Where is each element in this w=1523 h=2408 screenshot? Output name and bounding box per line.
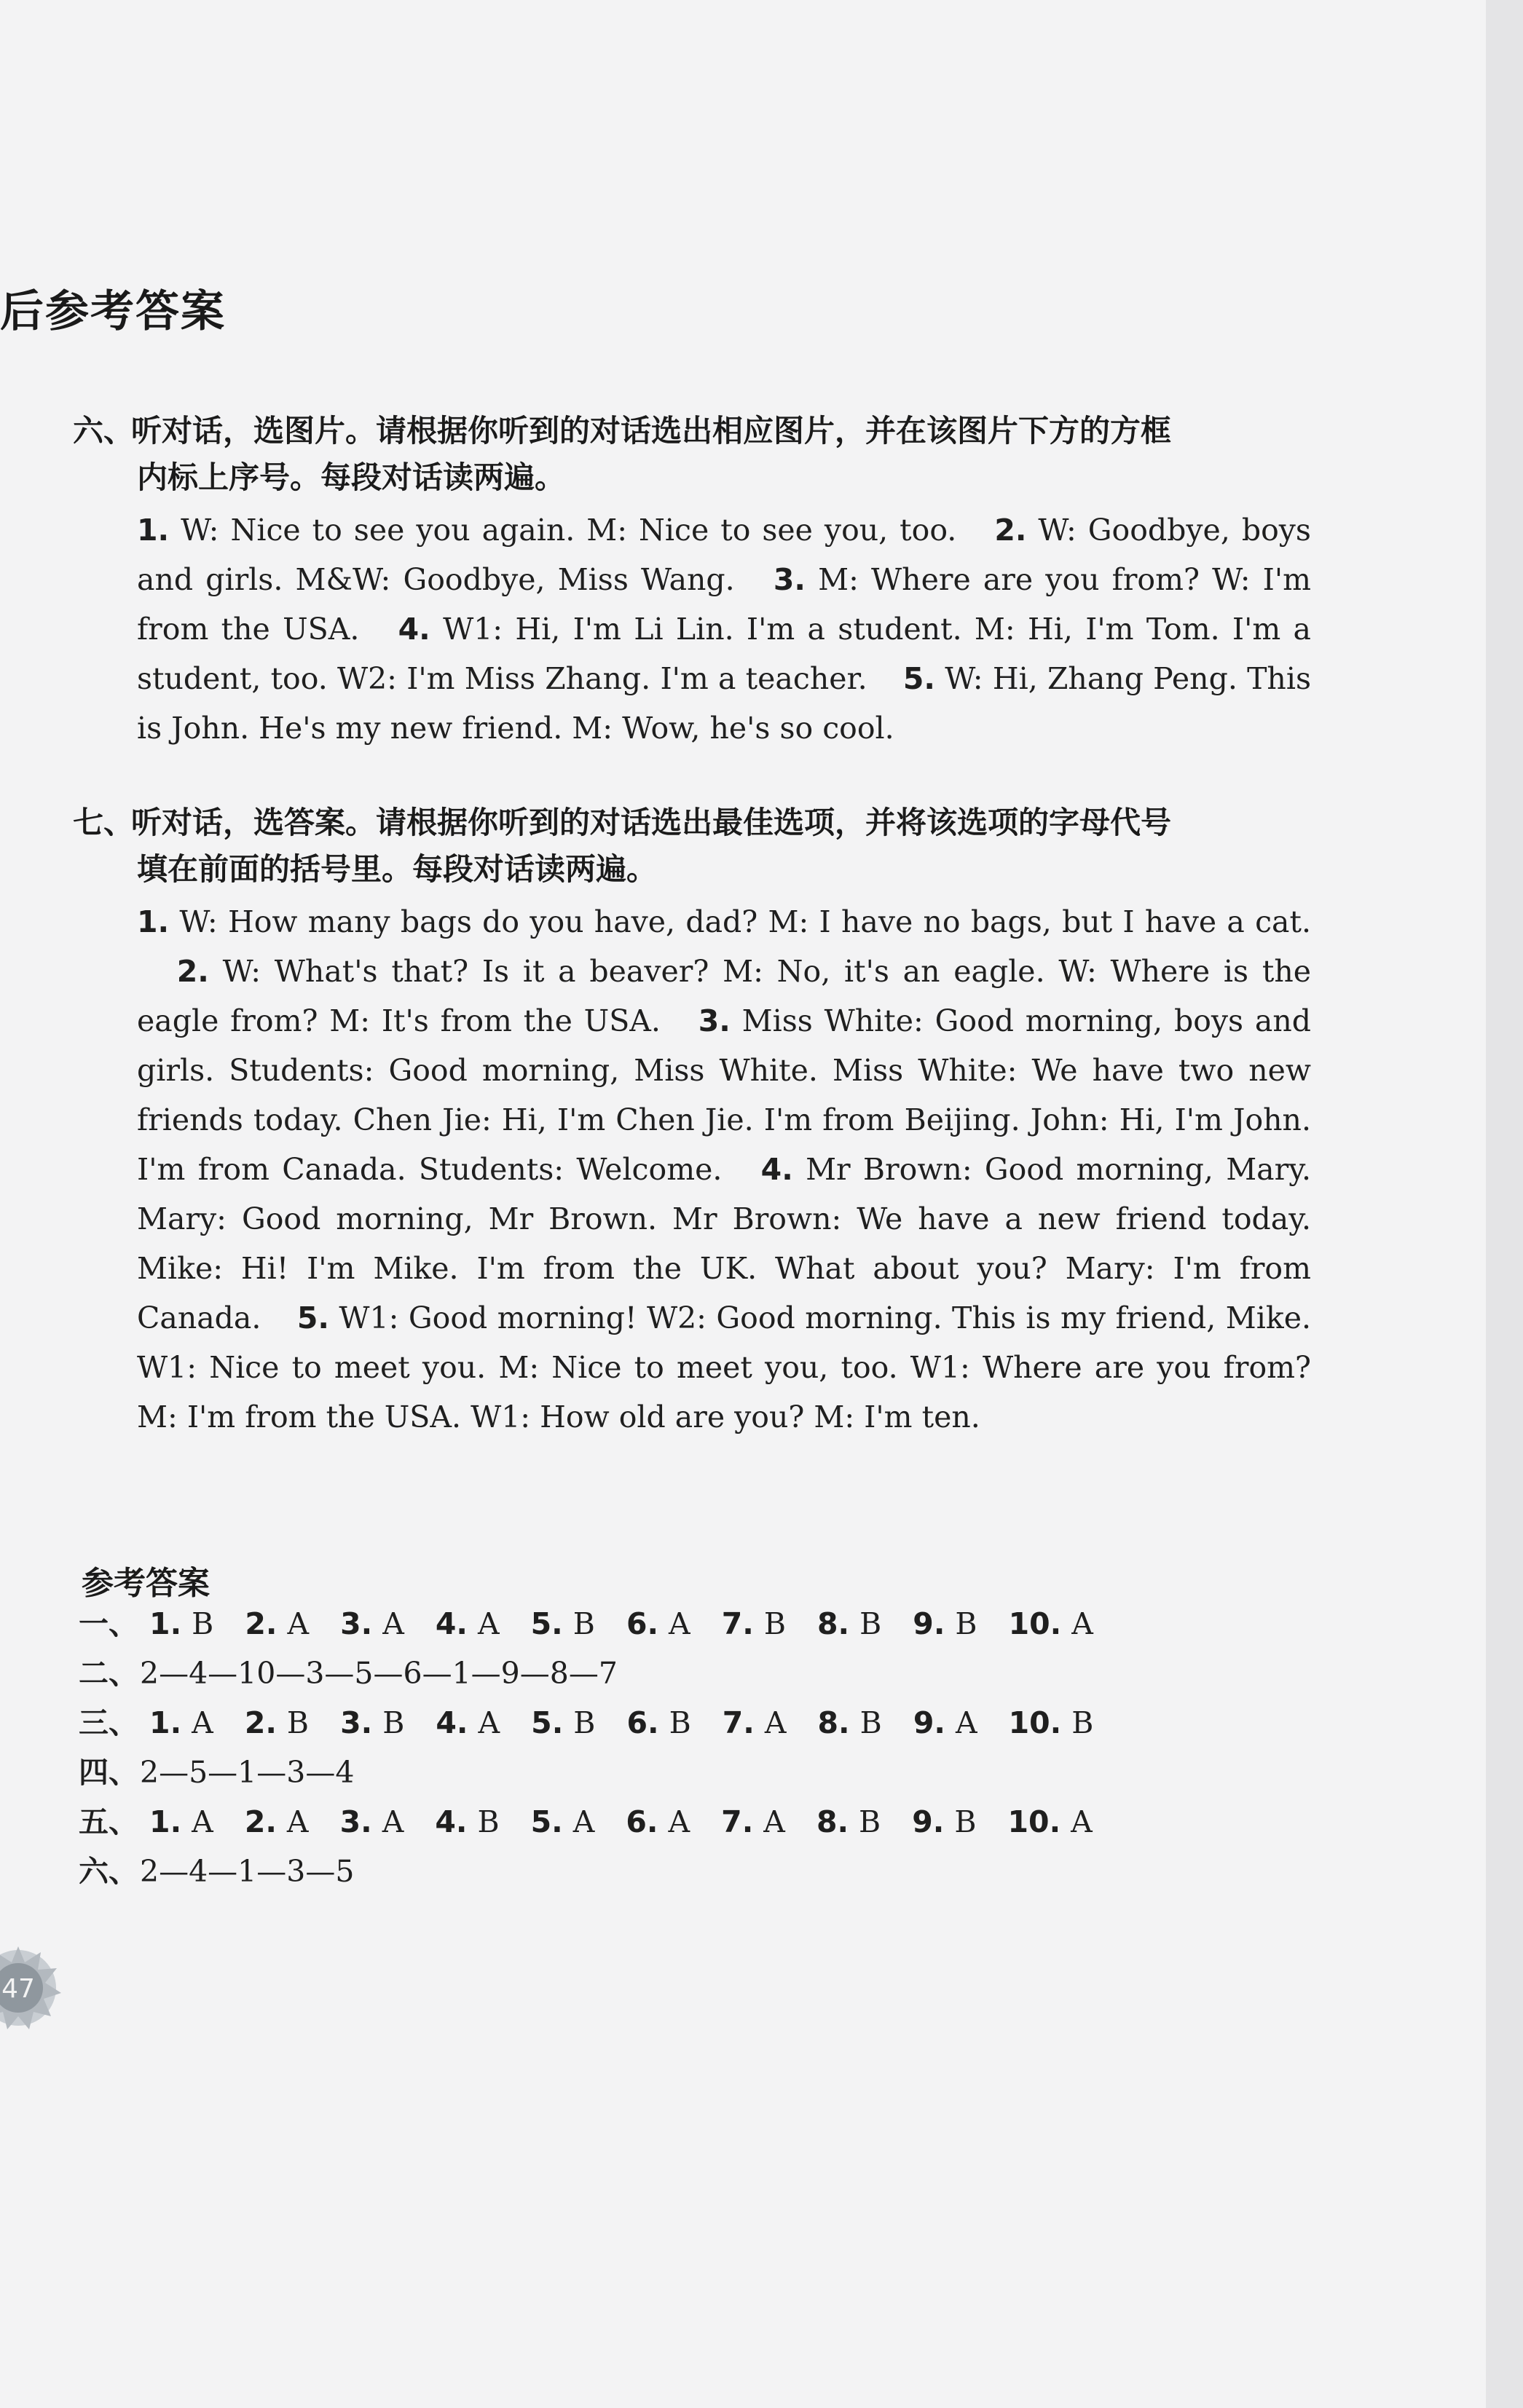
section-7-transcript <box>73 897 1311 1442</box>
section-6-title <box>73 408 1311 501</box>
section-7-title <box>73 800 1311 893</box>
answer-row-label: 三、 <box>79 1705 138 1740</box>
answer-num: 1. <box>149 1804 182 1839</box>
answer-item <box>245 1599 309 1649</box>
item-text: Miss White: Good morning, boys and girls. Students: Good morning, Miss White. Miss White: We have two new friends today. Chen Jie: Hi, I'm Chen Jie. I'm from Beijing. John: Hi, I'm John. I'm from Canada. Students: Welcome. <box>137 1003 1311 1187</box>
answer-letter: B <box>859 1804 881 1839</box>
answer-num: 8. <box>816 1804 849 1839</box>
answer-key <box>79 1599 1244 1896</box>
answer-item <box>816 1797 881 1847</box>
answer-num: 7. <box>721 1804 754 1839</box>
answer-sequence: 2—4—10—3—5—6—1—9—8—7 <box>140 1656 618 1691</box>
answer-letter: B <box>1071 1705 1094 1740</box>
section-6-title-line1: 听对话，选图片。请根据你听到的对话选出相应图片，并在该图片下方的方框 <box>131 413 1172 449</box>
answer-item <box>817 1599 881 1649</box>
answer-letter: B <box>477 1804 500 1839</box>
answer-letter: B <box>763 1606 786 1641</box>
page-number: 47 <box>1 1974 35 2004</box>
item-text: W: Nice to see you again. M: Nice to see you, too. <box>181 513 957 548</box>
answer-item <box>340 1698 404 1748</box>
section-7-title-line2: 填在前面的括号里。每段对话读两遍。 <box>137 851 658 887</box>
answer-row-3 <box>79 1698 1244 1748</box>
item-text: W: What's that? Is it a beaver? M: No, it's an eagle. W: Where is the eagle from? M: It's from the USA. <box>137 954 1311 1038</box>
section-6-number: 六、 <box>73 413 135 449</box>
answer-num: 6. <box>626 1804 658 1839</box>
answer-num: 2. <box>245 1606 278 1641</box>
section-7-number: 七、 <box>73 805 135 840</box>
answer-item <box>149 1698 213 1748</box>
answer-item <box>436 1698 500 1748</box>
answer-num: 2. <box>244 1705 277 1740</box>
answer-item <box>436 1599 500 1649</box>
item-text: Mr Brown: Good morning, Mary. Mary: Good morning, Mr Brown. Mr Brown: We have a new friend today. Mike: Hi! I'm Mike. I'm from the UK. What about you? Mary: I'm from Canada. <box>137 1152 1311 1335</box>
answer-row-1 <box>79 1599 1244 1649</box>
item-text: W: How many bags do you have, dad? M: I have no bags, but I have a cat. <box>179 904 1311 939</box>
item-number: 1. <box>137 513 170 548</box>
item-text: W: Hi, Zhang Peng. This is John. He's my new friend. M: Wow, he's so cool. <box>137 661 1311 746</box>
answer-letter: A <box>572 1804 595 1839</box>
answer-row-label: 五、 <box>79 1804 138 1839</box>
answer-letter: B <box>954 1804 977 1839</box>
answer-num: 6. <box>626 1705 659 1740</box>
answer-letter: A <box>477 1606 500 1641</box>
answer-num: 9. <box>912 1804 945 1839</box>
answer-letter: A <box>192 1804 213 1839</box>
answer-num: 6. <box>626 1606 659 1641</box>
answer-num: 10. <box>1007 1804 1061 1839</box>
answer-letter: A <box>668 1804 690 1839</box>
answer-letter: B <box>573 1705 596 1740</box>
answer-num: 7. <box>722 1705 755 1740</box>
answer-letter: B <box>955 1606 977 1641</box>
item-number: 4. <box>398 612 430 647</box>
answers-title: 参考答案 <box>82 1565 210 1602</box>
answer-num: 1. <box>149 1705 182 1740</box>
answer-item <box>1009 1698 1094 1748</box>
answer-item <box>723 1698 787 1748</box>
answer-num: 8. <box>817 1705 850 1740</box>
item-text: W1: Hi, I'm Li Lin. I'm a student. M: Hi, I'm Tom. I'm a student, too. W2: I'm Miss Zhang. I'm a teacher. <box>137 612 1311 696</box>
item-number: 5. <box>296 1300 329 1335</box>
answer-num: 4. <box>435 1804 468 1839</box>
answer-row-label: 四、 <box>79 1755 138 1790</box>
answer-letter: A <box>382 1606 404 1641</box>
answer-num: 3. <box>339 1804 372 1839</box>
answer-letter: A <box>287 1606 310 1641</box>
item-number: 2. <box>994 513 1027 548</box>
item-number: 1. <box>137 904 170 939</box>
answer-item <box>245 1698 309 1748</box>
page-heading: 后参考答案 <box>0 286 226 337</box>
answer-row-label: 二、 <box>79 1656 138 1691</box>
answer-item <box>531 1599 595 1649</box>
answer-num: 4. <box>436 1705 468 1740</box>
answer-letter: B <box>669 1705 691 1740</box>
answer-num: 5. <box>531 1705 564 1740</box>
item-number: 5. <box>902 661 935 696</box>
answer-letter: B <box>859 1606 882 1641</box>
section-6-transcript <box>73 505 1311 753</box>
answer-letter: A <box>478 1705 500 1740</box>
answer-item <box>340 1797 404 1847</box>
answer-num: 1. <box>149 1606 182 1641</box>
answer-row-label: 六、 <box>79 1854 138 1889</box>
answer-row-6 <box>79 1847 1244 1896</box>
answer-letter: A <box>669 1606 690 1641</box>
answer-item <box>435 1797 499 1847</box>
section-7-title-line1: 听对话，选答案。请根据你听到的对话选出最佳选项，并将该选项的字母代号 <box>131 805 1172 840</box>
answer-item <box>818 1698 882 1748</box>
answer-letter: B <box>859 1705 882 1740</box>
answer-row-2 <box>79 1649 1244 1698</box>
answer-item <box>626 1698 690 1748</box>
answer-item <box>149 1797 213 1847</box>
page-edge <box>1486 0 1523 2408</box>
answer-item <box>912 1797 976 1847</box>
answer-num: 7. <box>721 1606 754 1641</box>
answer-item <box>1008 1797 1093 1847</box>
answer-letter: B <box>382 1705 405 1740</box>
item-text: W1: Good morning! W2: Good morning. This is my friend, Mike. W1: Nice to meet you. M: Nice to meet you, too. W1: Where are you from? M: I'm from the USA. W1: How old are you? M: I'm ten. <box>137 1300 1311 1434</box>
answer-row-4 <box>79 1748 1244 1797</box>
answer-item <box>722 1599 786 1649</box>
answer-item <box>913 1599 977 1649</box>
answer-sequence: 2—5—1—3—4 <box>140 1755 355 1790</box>
answer-num: 4. <box>435 1606 468 1641</box>
section-6-title-line2: 内标上序号。每段对话读两遍。 <box>137 459 566 495</box>
answer-letter: B <box>192 1606 214 1641</box>
answer-letter: B <box>572 1606 595 1641</box>
answer-item <box>531 1797 595 1847</box>
answer-letter: A <box>764 1705 787 1740</box>
answer-item <box>913 1698 977 1748</box>
answer-row-5 <box>79 1797 1244 1847</box>
item-text: M: Where are you from? W: I'm from the USA. <box>137 562 1311 647</box>
answer-item <box>149 1599 213 1649</box>
page-number-badge <box>0 1941 66 2035</box>
item-number: 3. <box>698 1003 731 1038</box>
answer-item <box>721 1797 785 1847</box>
answer-num: 5. <box>530 1606 563 1641</box>
answer-row-label: 一、 <box>79 1606 138 1641</box>
answer-num: 3. <box>340 1705 373 1740</box>
answer-item <box>245 1797 309 1847</box>
section-7 <box>73 800 1311 1442</box>
answer-letter: A <box>192 1705 213 1740</box>
answer-item <box>531 1698 595 1748</box>
answer-num: 3. <box>340 1606 373 1641</box>
answer-item <box>340 1599 404 1649</box>
answer-num: 8. <box>817 1606 850 1641</box>
answer-letter: A <box>955 1705 977 1740</box>
answer-sequence: 2—4—1—3—5 <box>140 1854 355 1889</box>
answer-letter: A <box>286 1804 309 1839</box>
section-6 <box>73 408 1311 753</box>
answer-letter: A <box>763 1804 785 1839</box>
answer-num: 9. <box>913 1705 945 1740</box>
answer-letter: B <box>286 1705 310 1740</box>
item-number: 4. <box>760 1152 793 1187</box>
answer-letter: A <box>382 1804 404 1839</box>
answer-num: 5. <box>530 1804 563 1839</box>
answer-letter: A <box>1071 1606 1093 1641</box>
answer-num: 2. <box>244 1804 277 1839</box>
answer-letter: A <box>1071 1804 1093 1839</box>
item-number: 3. <box>773 562 806 597</box>
answer-num: 9. <box>913 1606 945 1641</box>
answer-item <box>626 1599 690 1649</box>
item-text: W: Goodbye, boys and girls. M&W: Goodbye, Miss Wang. <box>137 513 1311 597</box>
answer-num: 10. <box>1008 1705 1062 1740</box>
item-number: 2. <box>176 954 209 989</box>
answer-item <box>626 1797 690 1847</box>
answer-item <box>1009 1599 1093 1649</box>
answer-num: 10. <box>1008 1606 1062 1641</box>
